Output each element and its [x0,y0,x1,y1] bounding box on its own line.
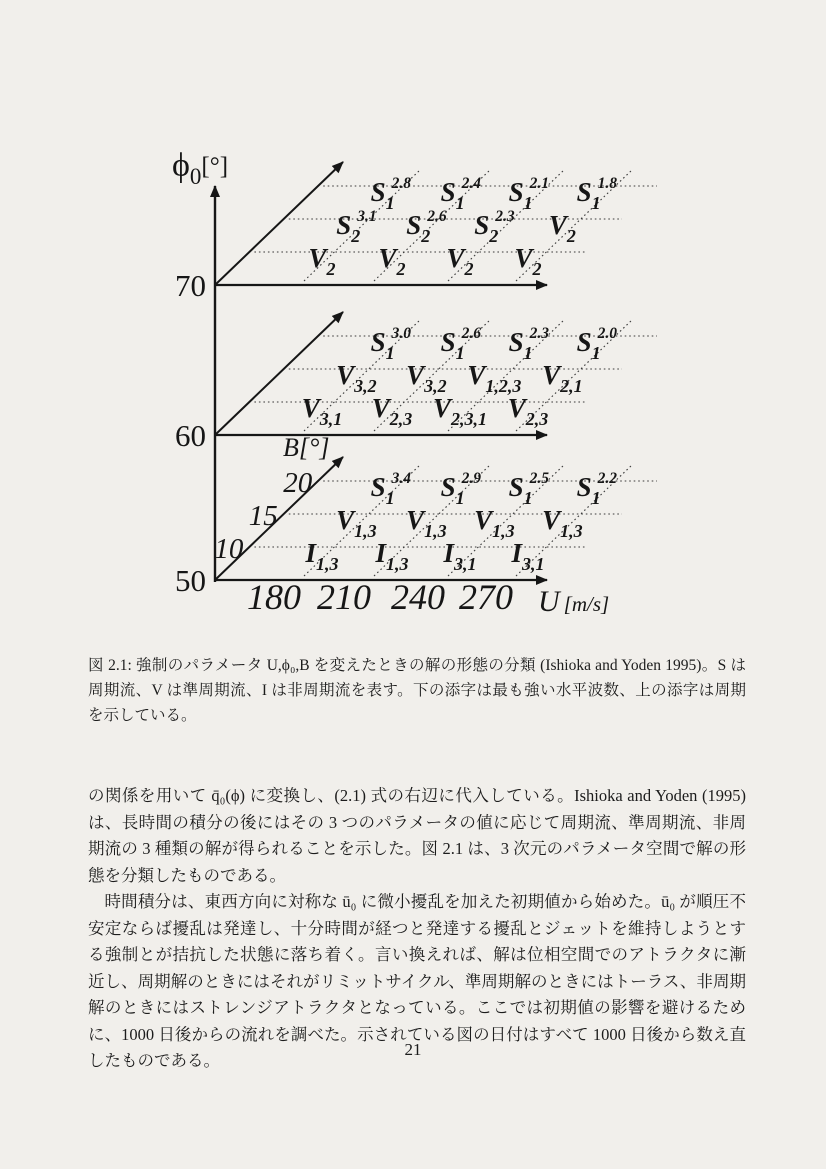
cell-label: $V_{1,2,3}$ [467,360,522,396]
cell-label: $V_2$ [548,210,576,246]
cell-label: $S_12.0$ [576,325,618,363]
b-tick: 10 [214,533,244,565]
cell-label: $S_12.5$ [508,470,550,508]
cell-label: $S_13.4$ [370,470,412,508]
b-axis-label: B[°] [283,433,330,462]
cell-label: $V_2$ [308,243,336,279]
cell-label: $V_{2,1}$ [542,360,583,396]
parameter-space-diagram [100,120,720,650]
phi-tick: 50 [175,563,206,598]
cell-label: $V_{1,3}$ [474,505,515,541]
cell-label: $S_12.8$ [370,175,412,213]
cell-label: $S_12.4$ [440,175,482,213]
paragraph-1: の関係を用いて q̄₀(ϕ) に変換し、(2.1) 式の右辺に代入している。Ishioka and Yoden (1995) は、長時間の積分の後にはその 3 つのパラメータの値に応じて周期流、準周期流、非周期流の 3 種類の解が得られることを示した。図 2.1 は、3 次元のパラメータ空間で解の形態を分類したものである。 [88,786,746,885]
u-tick: 240 [391,577,445,617]
cell-label: $V_2$ [446,243,474,279]
cell-label: $S_11.8$ [576,175,618,213]
cell-label: $V_{1,3}$ [336,505,377,541]
phi-axis-label: $\phi_0[^\circ]$ [172,147,229,189]
u-axis-label: U [m/s] [538,585,610,618]
b-tick: 15 [248,500,278,532]
body-text [88,783,746,1075]
cell-label: $S_12.2$ [576,470,618,508]
cell-label: $I_{1,3}$ [375,538,409,574]
cell-label: $S_12.9$ [440,470,482,508]
cell-label: $V_{1,3}$ [542,505,583,541]
cell-label: $V_{3,2}$ [336,360,377,396]
figure-2-1 [100,120,720,650]
u-tick: 210 [317,577,371,617]
b-tick: 20 [283,467,313,499]
cell-label: $V_{2,3}$ [507,393,549,429]
cell-label: $V_{3,1}$ [301,393,343,429]
cell-label: $S_22.3$ [474,208,515,246]
cell-label: $V_2$ [378,243,406,279]
cell-label: $S_12.3$ [508,325,550,363]
cell-label: $V_2$ [514,243,542,279]
cell-label: $S_12.1$ [508,175,550,213]
cell-label: $V_{2,3}$ [371,393,413,429]
cell-label: $V_{3,2}$ [406,360,447,396]
cell-label: $S_12.6$ [440,325,482,363]
u-tick: 270 [459,577,513,617]
u-tick: 180 [247,577,301,617]
paragraph-2: 時間積分は、東西方向に対称な ū₀ に微小擾乱を加えた初期値から始めた。ū₀ が順圧不安定ならば擾乱は発達し、十分時間が経つと発達する擾乱とジェットを維持しようとする強制とが拮抗した状態に落ち着く。言い換えれば、解は位相空間でのアトラクタに漸近し、周期解のときにはそれがリミットサイクル、準周期解のときにはトーラス、非周期解のときにはストレンジアトラクタとなっている。ここでは初期値の影響を避けるために、1000 日後からの流れを調べた。示されている図の日付はすべて 1000 日後から数え直したものである。 [88,892,746,1070]
cell-label: $I_{3,1}$ [443,538,477,574]
cell-label: $V_{2,3,1}$ [432,393,488,429]
cell-label: $S_23.1$ [336,208,377,246]
cell-label: $V_{1,3}$ [406,505,447,541]
page-number: 21 [404,1040,422,1059]
figure-caption: 図 2.1: 強制のパラメータ U,ϕ₀,B を変えたときの解の形態の分類 (Ishioka and Yoden 1995)。S は周期流、V は準周期流、I は非周期流を表す。下の添字は最も強い水平波数、上の添字は周期を示している。 [88,657,746,724]
cell-label: $S_22.6$ [406,208,447,246]
cell-label: $I_{1,3}$ [305,538,339,574]
phi-tick: 70 [175,268,206,303]
phi-tick: 60 [175,418,206,453]
cell-label: $I_{3,1}$ [511,538,545,574]
cell-label: $S_13.0$ [370,325,412,363]
